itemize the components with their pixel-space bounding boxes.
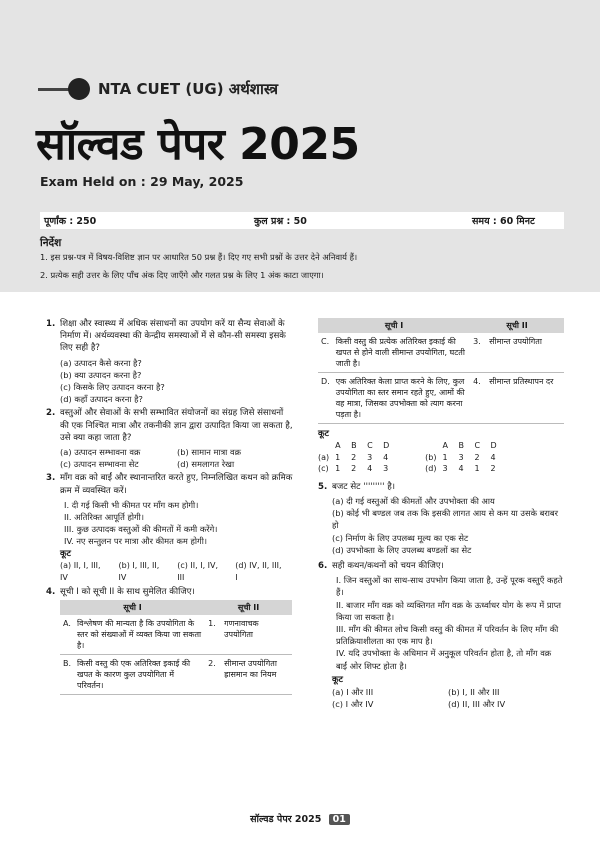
koot-row [425, 463, 506, 475]
question-text: सही कथन/कथनों को चयन कीजिए। [332, 560, 444, 571]
koot-value: 1 [335, 452, 341, 462]
page-title: सॉल्वड पेपर 2025 [36, 119, 360, 170]
option: (d) IV, II, III, I [235, 560, 282, 582]
koot-value: 1 [474, 464, 480, 474]
koot-grid [318, 440, 564, 475]
exam-time: समय : 60 मिनट [472, 216, 535, 227]
total-questions: कुल प्रश्न : 50 [254, 216, 307, 227]
koot-head: A [335, 441, 341, 451]
koot-label: कूट [60, 548, 71, 559]
koot-value: 3 [383, 464, 389, 474]
statement: I. जिन वस्तुओं का साथ-साथ उपभोग किया जाता है, उन्हें पूरक वस्तुएँ कहते हैं। [336, 575, 563, 598]
koot-value: 1 [442, 452, 448, 462]
row-key: 4. [470, 373, 486, 424]
question-number: 1. [46, 319, 56, 329]
table-header: सूची I [318, 318, 470, 333]
row-key: A. [60, 615, 74, 655]
question-number: 3. [46, 473, 56, 484]
row-key: C. [318, 333, 333, 373]
row-value: विश्लेषण की मान्यता है कि उपयोगिता के स्तर को संख्याओं में व्यक्त किया जा सकता है। [74, 615, 205, 655]
option: (b) सामान मात्रा वक्र [177, 447, 241, 458]
row-value: गणनावाचक उपयोगिता [221, 615, 292, 655]
option-row [318, 698, 564, 710]
instruction-item: 2. प्रत्येक सही उत्तर के लिए पाँच अंक दिए जाएँगे और गलत प्रश्न के लिए 1 अंक काटा जाएगा। [40, 270, 324, 280]
question-2 [46, 407, 294, 444]
koot-row [318, 463, 399, 475]
koot-table-left [318, 440, 399, 475]
row-value: किसी वस्तु की एक अतिरिक्त इकाई की खपत के कारण कुल उपयोगिता में परिवर्तन। [74, 655, 205, 695]
row-value: एक अतिरिक्त केला प्राप्त करने के लिए, कुल उपयोगिता का स्तर समान रहते हुए, आमों की वह मात्रा, जिसका उपभोक्ता को त्याग करना पड़ता है। [333, 373, 470, 424]
row-key: B. [60, 655, 74, 695]
brand-line [38, 88, 70, 91]
statement: III. माँग की कीमत लोच किसी वस्तु की कीमत में परिवर्तन के लिए माँग की प्रतिक्रियाशीलता का एक माप है। [336, 623, 559, 647]
page-footer [0, 812, 600, 825]
info-bar [40, 212, 564, 229]
statement: III. कुछ उत्पादक वस्तुओं की कीमतों में कमी करेंगे। [64, 524, 218, 535]
option: (a) उत्पादन सम्भावना वक्र [60, 447, 141, 458]
table-header: सूची II [470, 318, 564, 333]
question-number: 4. [46, 586, 56, 597]
brand-row [38, 78, 278, 100]
koot-table-right [425, 440, 506, 475]
statement: IV. यदि उपभोक्ता के अधिमान में अनुकूल परिवर्तन होता है, तो माँग वक्र बाईं ओर शिफ्ट होता है। [336, 648, 552, 671]
statement: II. अतिरिक्त आपूर्ति होगी। [64, 512, 144, 523]
koot-value: 4 [383, 452, 389, 462]
option-row [46, 458, 294, 470]
question-number: 2. [46, 408, 56, 419]
option: (a) II, I, III, IV [60, 560, 101, 582]
question-5 [318, 481, 564, 493]
max-marks: पूर्णांक : 250 [44, 216, 97, 227]
koot-head: A [442, 441, 448, 451]
right-column [318, 318, 564, 710]
footer-label: सॉल्वड पेपर 2025 [250, 814, 322, 825]
option: (b) I, III, II, IV [118, 560, 160, 582]
option: (d) समलागत रेखा [177, 459, 235, 470]
koot-value: 3 [458, 452, 464, 462]
match-table-part2 [318, 318, 564, 424]
koot-head: C [367, 441, 373, 451]
table-row [60, 655, 292, 695]
option: (c) II, I, IV, III [177, 560, 219, 582]
table-header: सूची II [205, 600, 292, 615]
question-1 [46, 318, 294, 355]
option: (a) I और III [332, 686, 374, 697]
brand-title: NTA CUET (UG) अर्थशास्त्र [98, 80, 279, 98]
row-value: सीमान्त प्रतिस्थापन दर [486, 373, 564, 424]
table-header: सूची I [60, 600, 205, 615]
option: (d) II, III और IV [448, 699, 506, 710]
koot-option: (d) [425, 464, 437, 474]
table-row [318, 333, 564, 373]
option: (b) कोई भी बण्डल जब तक कि इसकी लागत आय से कम या उसके बराबर हो [332, 508, 559, 531]
question-text: शिक्षा और स्वास्थ्य में अधिक संसाधनों का उपयोग करें या सैन्य सेवाओं के निर्माण में। अर्थव्यवस्था की केन्द्रीय समस्याओं में से कौन-सी समस्या इसके लिए सही है? [60, 319, 286, 354]
row-value: सीमान्त उपयोगिता [486, 333, 564, 373]
row-value: सीमान्त उपयोगिता ह्रासमान का नियम [221, 655, 292, 695]
header-band [0, 0, 600, 292]
question-text: सूची I को सूची II के साथ सुमेलित कीजिए। [60, 586, 195, 597]
koot-value: 4 [367, 464, 373, 474]
koot-head: C [474, 441, 481, 451]
option-row [318, 686, 564, 698]
statement: I. दी गई किसी भी कीमत पर माँग कम होगी। [64, 499, 199, 510]
option: (c) किसके लिए उत्पादन करना है? [60, 382, 165, 393]
option: (a) उत्पादन कैसे करना है? [60, 357, 142, 368]
koot-row [318, 452, 399, 464]
question-3 [46, 472, 294, 496]
row-value: किसी वस्तु की प्रत्येक अतिरिक्त इकाई की खपत से होने वाली सीमान्त उपयोगिता, घटती जाती है। [333, 333, 470, 373]
koot-value: 2 [474, 452, 480, 462]
koot-value: 4 [458, 464, 464, 474]
option-row [46, 560, 294, 584]
brand-dot-icon [68, 78, 90, 100]
page-number: 01 [329, 814, 350, 825]
table-row [60, 615, 292, 655]
koot-value: 3 [367, 452, 373, 462]
koot-value: 1 [335, 464, 341, 474]
row-key: 2. [205, 655, 221, 695]
instructions-title: निर्देश [40, 237, 62, 249]
koot-label: कूट [332, 674, 343, 685]
option: (d) कहाँ उत्पादन करना है? [60, 394, 143, 405]
koot-value: 4 [490, 452, 496, 462]
question-4 [46, 586, 294, 598]
row-key: D. [318, 373, 333, 424]
koot-value: 2 [490, 464, 496, 474]
koot-value: 2 [351, 452, 357, 462]
option: (c) उत्पादन सम्भावना सेट [60, 459, 139, 470]
koot-option: (a) [318, 452, 330, 462]
match-table-part1 [60, 600, 292, 695]
option: (d) उपभोक्ता के लिए उपलब्ध बण्डलों का सेट [332, 544, 472, 555]
koot-head: D [383, 441, 390, 451]
question-6 [318, 560, 564, 572]
instruction-item: 1. इस प्रश्न-पत्र में विषय-विशिष्ट ज्ञान पर आधारित 50 प्रश्न हैं। दिए गए सभी प्रश्नों के उत्तर देने अनिवार्य हैं। [40, 252, 358, 262]
koot-option: (b) [425, 452, 437, 462]
option: (b) क्या उत्पादन करना है? [60, 369, 142, 380]
koot-row [425, 452, 506, 464]
question-text: बजट सेट ''''''''' है। [332, 481, 396, 492]
row-key: 3. [470, 333, 486, 373]
option: (c) निर्माण के लिए उपलब्ध मूल्य का एक सेट [332, 532, 469, 543]
koot-head: D [490, 441, 497, 451]
koot-head: B [351, 441, 357, 451]
question-text: माँग वक्र को बाईं और स्थानान्तरित करते हुए, निम्नलिखित कथन को क्रमिक क्रम में व्यवस्थित करें। [60, 473, 293, 496]
table-row [318, 373, 564, 424]
koot-label: कूट [318, 429, 329, 439]
question-number: 5. [318, 481, 328, 492]
koot-value: 2 [351, 464, 357, 474]
row-key: 1. [205, 615, 221, 655]
option: (a) दी गई वस्तुओं की कीमतों और उपभोक्ता की आय [332, 495, 495, 506]
option: (c) I और IV [332, 699, 374, 710]
exam-date: Exam Held on : 29 May, 2025 [40, 174, 244, 189]
koot-head: B [458, 441, 464, 451]
question-text: वस्तुओं और सेवाओं के सभी सम्भावित संयोजनों का संग्रह जिसे संसाधनों की एक निश्चित मात्रा और तकनीकी ज्ञान द्वारा उत्पादित किया जा सकता है, उसे क्या कहा जाता है? [60, 408, 293, 443]
option: (b) I, II और III [448, 686, 500, 697]
koot-value: 3 [442, 464, 448, 474]
statement: II. बाजार माँग वक्र को व्यक्तिगत माँग वक्र के ऊर्ध्वाधर योग के रूप में प्राप्त किया जा सकता है। [336, 599, 562, 622]
statement: IV. नए सन्तुलन पर मात्रा और कीमत कम होगी। [64, 536, 207, 547]
left-column [46, 318, 294, 695]
question-number: 6. [318, 560, 328, 571]
koot-option: (c) [318, 464, 329, 474]
option-row [46, 446, 294, 458]
